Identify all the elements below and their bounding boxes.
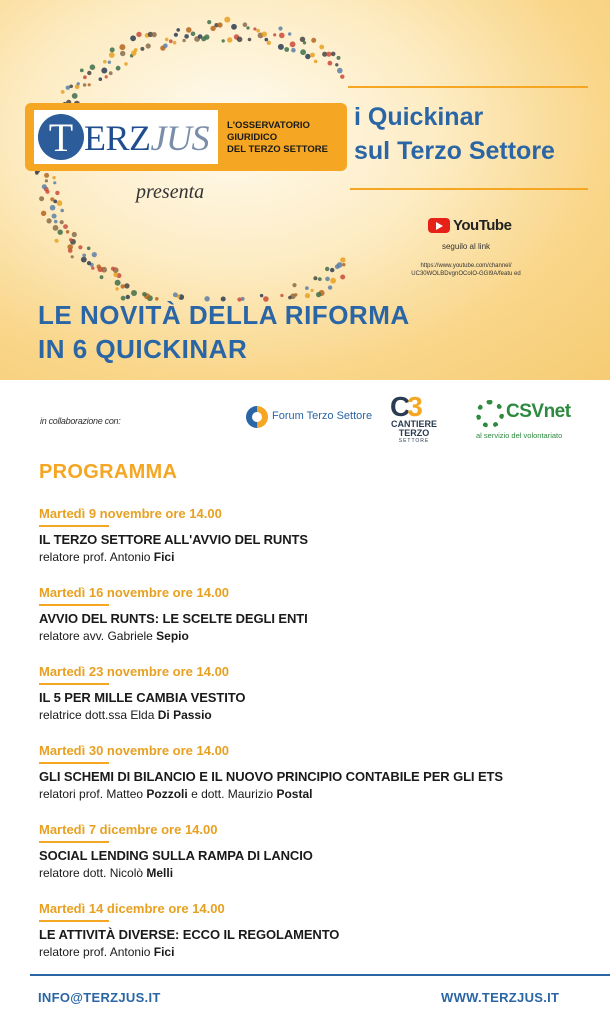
cantiere-terzo-settore-logo: C3 CANTIERE TERZO SETTORE	[390, 391, 437, 444]
terzjus-logo	[34, 110, 218, 164]
quickinar-title: i Quickinar sul Terzo Settore	[354, 103, 555, 165]
seguilo-label: seguilo al link	[441, 242, 491, 251]
terzjus-brand-box	[25, 103, 347, 171]
event-underline	[39, 841, 109, 843]
csvnet-ring-icon	[476, 400, 504, 428]
event-underline	[39, 683, 109, 685]
c3-mark-icon: C3	[390, 391, 420, 422]
event-speaker: relatori prof. Matteo Pozzoli e dott. Maurizio Postal	[39, 787, 313, 801]
event-title: SOCIAL LENDING SULLA RAMPA DI LANCIO	[39, 848, 313, 863]
footer-email-link[interactable]: INFO@TERZJUS.IT	[38, 990, 161, 1005]
logo-wordmark: ERZJUS	[84, 118, 209, 158]
youtube-play-icon	[428, 218, 450, 233]
logo-letter-circle: T	[38, 114, 84, 160]
event-speaker: relatrice dott.ssa Elda Di Passio	[39, 708, 212, 722]
event-speaker: relatore dott. Nicolò Melli	[39, 866, 174, 880]
event-underline	[39, 604, 109, 606]
csvnet-logo: CSVnet al servizio del volontariato	[476, 401, 571, 440]
event-speaker: relatore avv. Gabriele Sepio	[39, 629, 189, 643]
event-title: IL 5 PER MILLE CAMBIA VESTITO	[39, 690, 246, 705]
youtube-url-link[interactable]: https://www.youtube.com/channel/ UC30WOLBDvgnOCoIO-GGI9A/featu ed	[411, 263, 521, 277]
divider-bottom	[350, 188, 588, 190]
footer-divider	[30, 974, 610, 976]
event-title: IL TERZO SETTORE ALL'AVVIO DEL RUNTS	[39, 532, 308, 547]
event-date: Martedì 16 novembre ore 14.00	[39, 585, 230, 600]
programma-heading: PROGRAMMA	[39, 461, 178, 483]
event-title: LE ATTIVITÀ DIVERSE: ECCO IL REGOLAMENTO	[39, 927, 340, 942]
event-speaker: relatore prof. Antonio Fici	[39, 945, 175, 959]
event-date: Martedì 30 novembre ore 14.00	[39, 743, 230, 758]
brand-subtitle: L'OSSERVATORIO GIURIDICO DEL TERZO SETTORE	[227, 120, 328, 155]
event-date: Martedì 9 novembre ore 14.00	[39, 506, 222, 521]
event-underline	[39, 920, 109, 922]
event-underline	[39, 525, 109, 527]
presenta-text: presenta	[136, 181, 205, 203]
collaboration-label: in collaborazione con:	[40, 416, 121, 426]
page-headline: LE NOVITÀ DELLA RIFORMA IN 6 QUICKINAR	[38, 300, 410, 364]
footer-website-link[interactable]: WWW.TERZJUS.IT	[441, 990, 560, 1005]
event-title: GLI SCHEMI DI BILANCIO E IL NUOVO PRINCIPIO CONTABILE PER GLI ETS	[39, 769, 503, 784]
forum-swirl-icon	[246, 406, 268, 428]
event-speaker: relatore prof. Antonio Fici	[39, 550, 175, 564]
event-title: AVVIO DEL RUNTS: LE SCELTE DEGLI ENTI	[39, 611, 308, 626]
event-underline	[39, 762, 109, 764]
hero-banner: T ERZJUS L'OSSERVATORIO GIURIDICO DEL TERZO SETTORE presenta i Quickinar sul Terzo Settore YouTube seguilo al link https://www.youtube.com/channel/ UC30WOLBDvgnOCoIO-GGI9A/featu ed LE NOVITÀ DELLA RIFORMA IN 6 QUICKINAR	[0, 0, 610, 380]
event-date: Martedì 23 novembre ore 14.00	[39, 664, 230, 679]
event-date: Martedì 7 dicembre ore 14.00	[39, 822, 218, 837]
divider-top	[348, 86, 588, 88]
event-date: Martedì 14 dicembre ore 14.00	[39, 901, 225, 916]
